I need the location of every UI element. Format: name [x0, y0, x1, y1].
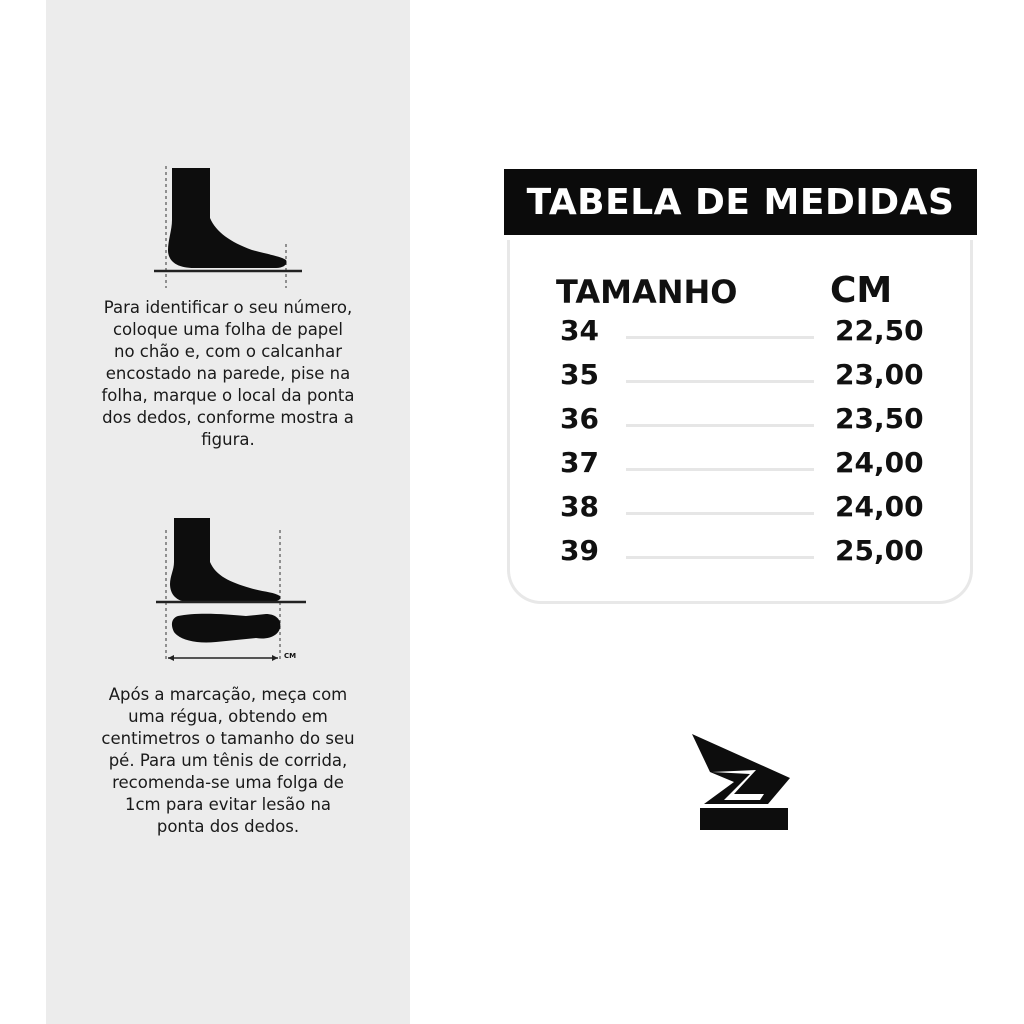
instructions-panel	[46, 0, 410, 1024]
cm-value: 24,00	[835, 446, 924, 479]
row-divider	[626, 512, 814, 515]
cm-value: 23,00	[835, 358, 924, 391]
table-row	[560, 534, 940, 574]
size-value: 34	[560, 314, 599, 347]
foot-side-icon	[154, 160, 304, 290]
brand-logo-icon	[690, 732, 792, 832]
instruction-step-2: Após a marcação, meça com uma régua, obtendo em centimetros o tamanho do seu pé. Para um tênis de corrida, recomenda-se uma folga de 1cm para evitar lesão na ponta dos dedos.	[101, 685, 355, 836]
size-value: 35	[560, 358, 599, 391]
row-divider	[626, 556, 814, 559]
row-divider	[626, 336, 814, 339]
instruction-step-1: Para identificar o seu número, coloque uma folha de papel no chão e, com o calcanhar encostado na parede, pise na folha, marque o local da ponta dos dedos, conforme mostra a figura.	[101, 298, 355, 449]
size-value: 39	[560, 534, 599, 567]
size-value: 38	[560, 490, 599, 523]
row-divider	[626, 468, 814, 471]
foot-measure-icon	[156, 510, 306, 670]
cm-value: 22,50	[835, 314, 924, 347]
cm-value: 23,50	[835, 402, 924, 435]
size-value: 37	[560, 446, 599, 479]
row-divider	[626, 424, 814, 427]
column-header-cm: CM	[830, 270, 893, 311]
table-row	[560, 402, 940, 442]
table-title: TABELA DE MEDIDAS	[504, 169, 977, 235]
table-row	[560, 314, 940, 354]
cm-value: 25,00	[835, 534, 924, 567]
size-value: 36	[560, 402, 599, 435]
row-divider	[626, 380, 814, 383]
ruler-unit-label: CM	[284, 652, 297, 660]
table-row	[560, 446, 940, 486]
column-header-size: TAMANHO	[556, 273, 738, 311]
cm-value: 24,00	[835, 490, 924, 523]
table-row	[560, 490, 940, 530]
table-row	[560, 358, 940, 398]
